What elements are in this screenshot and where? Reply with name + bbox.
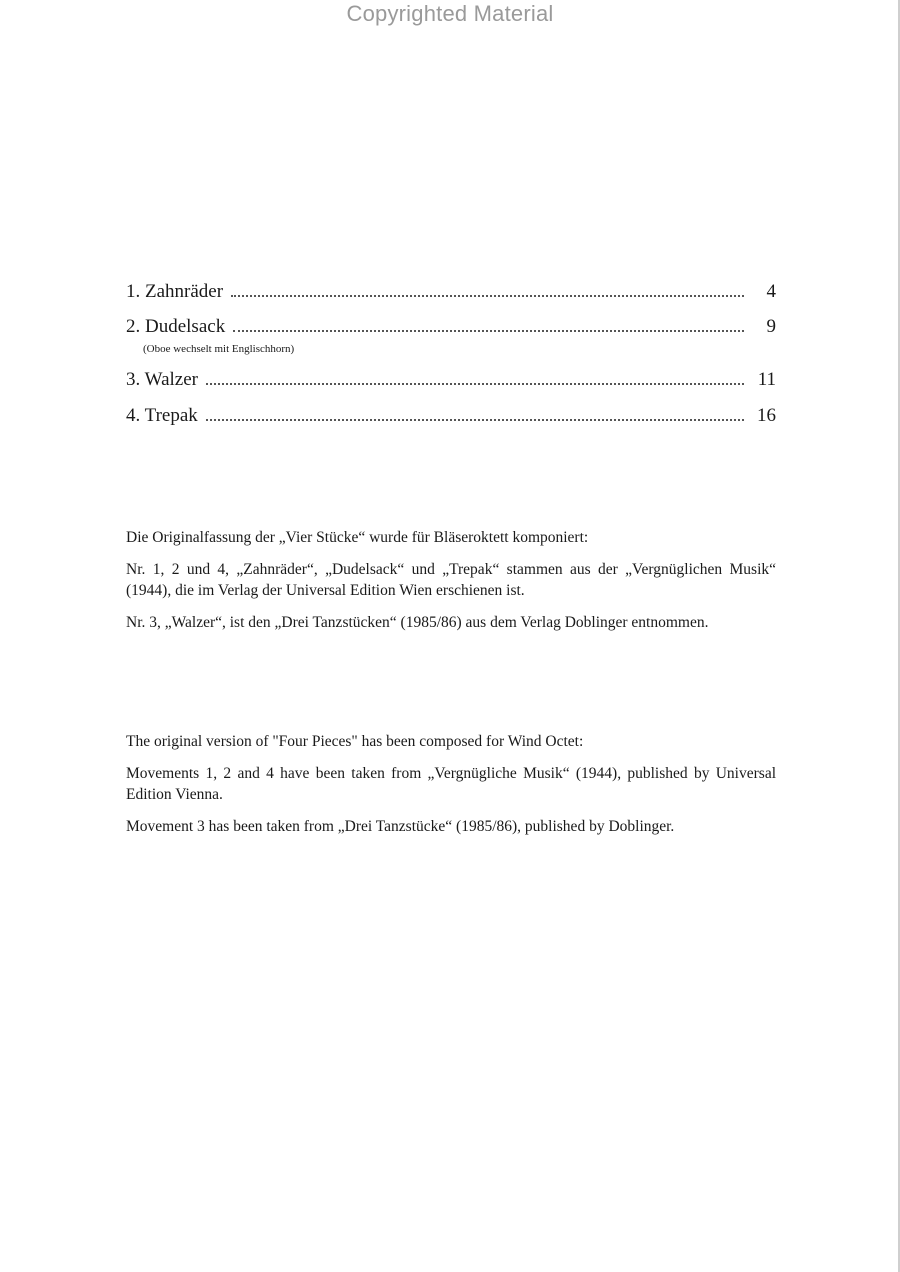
toc-entry-page: 11 xyxy=(757,369,776,390)
german-note-paragraph: Nr. 1, 2 und 4, „Zahnräder“, „Dudelsack“ und „Trepak“ stammen aus der „Vergnüglichen Musik“ (1944), die im Verlag der Universal Edition Wien erschienen ist. xyxy=(126,561,776,599)
toc-dot-leader xyxy=(206,419,744,421)
toc-entry-page: 16 xyxy=(757,405,776,426)
english-notes xyxy=(126,731,776,848)
toc-entry-title: 3. Walzer xyxy=(126,369,198,390)
toc-dot-leader xyxy=(233,330,744,332)
english-note-paragraph: Movements 1, 2 and 4 have been taken from „Vergnügliche Musik“ (1944), published by Universal Edition Vienna. xyxy=(126,765,776,803)
toc-entry[interactable] xyxy=(126,280,776,304)
copyright-watermark: Copyrighted Material xyxy=(346,1,554,26)
toc-entry-title: 2. Dudelsack xyxy=(126,316,226,337)
toc-entry-title: 1. Zahnräder xyxy=(126,281,224,302)
german-note-paragraph: Die Originalfassung der „Vier Stücke“ wurde für Bläseroktett komponiert: xyxy=(126,529,589,546)
toc-entry-note: (Oboe wechselt mit Englischhorn) xyxy=(143,343,295,355)
toc-entry-title: 4. Trepak xyxy=(126,405,198,426)
toc-dot-leader xyxy=(231,295,744,297)
table-of-contents xyxy=(126,280,776,428)
german-notes xyxy=(126,527,776,644)
toc-entry-page: 4 xyxy=(766,281,776,302)
toc-dot-leader xyxy=(206,383,744,385)
toc-entry[interactable] xyxy=(126,368,776,392)
toc-entry[interactable] xyxy=(126,315,776,339)
english-note-paragraph: The original version of "Four Pieces" has been composed for Wind Octet: xyxy=(126,733,584,750)
english-note-paragraph: Movement 3 has been taken from „Drei Tanzstücke“ (1985/86), published by Doblinger. xyxy=(126,818,675,835)
toc-entry[interactable] xyxy=(126,404,776,428)
german-note-paragraph: Nr. 3, „Walzer“, ist den „Drei Tanzstücken“ (1985/86) aus dem Verlag Doblinger entnommen. xyxy=(126,614,709,631)
toc-entry-page: 9 xyxy=(766,316,776,337)
